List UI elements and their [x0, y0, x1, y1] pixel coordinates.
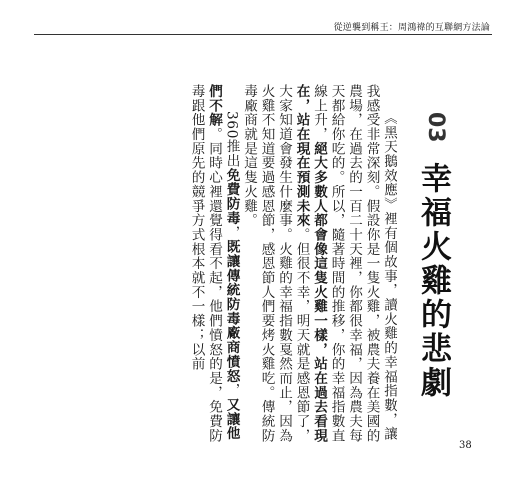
- p1-sentence-d: 。但很不幸，明天就是感恩節了，大家知道會發生什麼事。火雞的幸福指數戛然而止，因為火雞不知道要過感恩節，感恩節人們要烤火雞吃。傳統防毒廠商就是這隻火雞。: [241, 84, 310, 443]
- p1-sentence-a: 《黑天鵝效應》裡有個故事，讀火雞的幸福指數，讓我感受非常深刻。: [363, 84, 397, 442]
- p2-emphasis-puzzle: 又讓他們不解: [206, 84, 240, 441]
- chapter-number: 03: [423, 112, 448, 143]
- running-header: 從逆襲到稱王：周鴻禕的互聯網方法論: [333, 23, 490, 33]
- p1-sentence-b: 假設你是一隻火雞，被農夫養在美國的農場，在過去的一百二十天裡，你都很幸福，因為農夫每天都給你吃的。所以，隨著時間的推移，你的幸福指數直線上升，: [311, 84, 380, 443]
- body-text: [147, 84, 397, 444]
- p1-emphasis: 絕大多數人都會像這隻火雞一樣，站在過去看現在，站在現在預測未來: [293, 84, 327, 443]
- chapter-title: 幸福火雞的悲劇: [415, 162, 451, 400]
- p2-comma-2: ，: [223, 383, 240, 398]
- p2-rest: 。同時心裡還覺得看不起，他們憤怒的是，免費防毒跟他們原先的競爭方式根本就不一樣；以前: [188, 84, 222, 443]
- paragraph-1: [240, 84, 398, 444]
- p2-lead: 360推出: [223, 111, 240, 169]
- page-number: 38: [459, 440, 472, 451]
- p2-comma-1: ，: [223, 225, 240, 240]
- paragraph-2: [187, 84, 240, 444]
- header-divider: [34, 34, 492, 35]
- p2-emphasis-anger: 既讓傳統防毒廠商憤怒: [223, 239, 240, 384]
- p2-emphasis-free: 免費防毒: [223, 168, 240, 226]
